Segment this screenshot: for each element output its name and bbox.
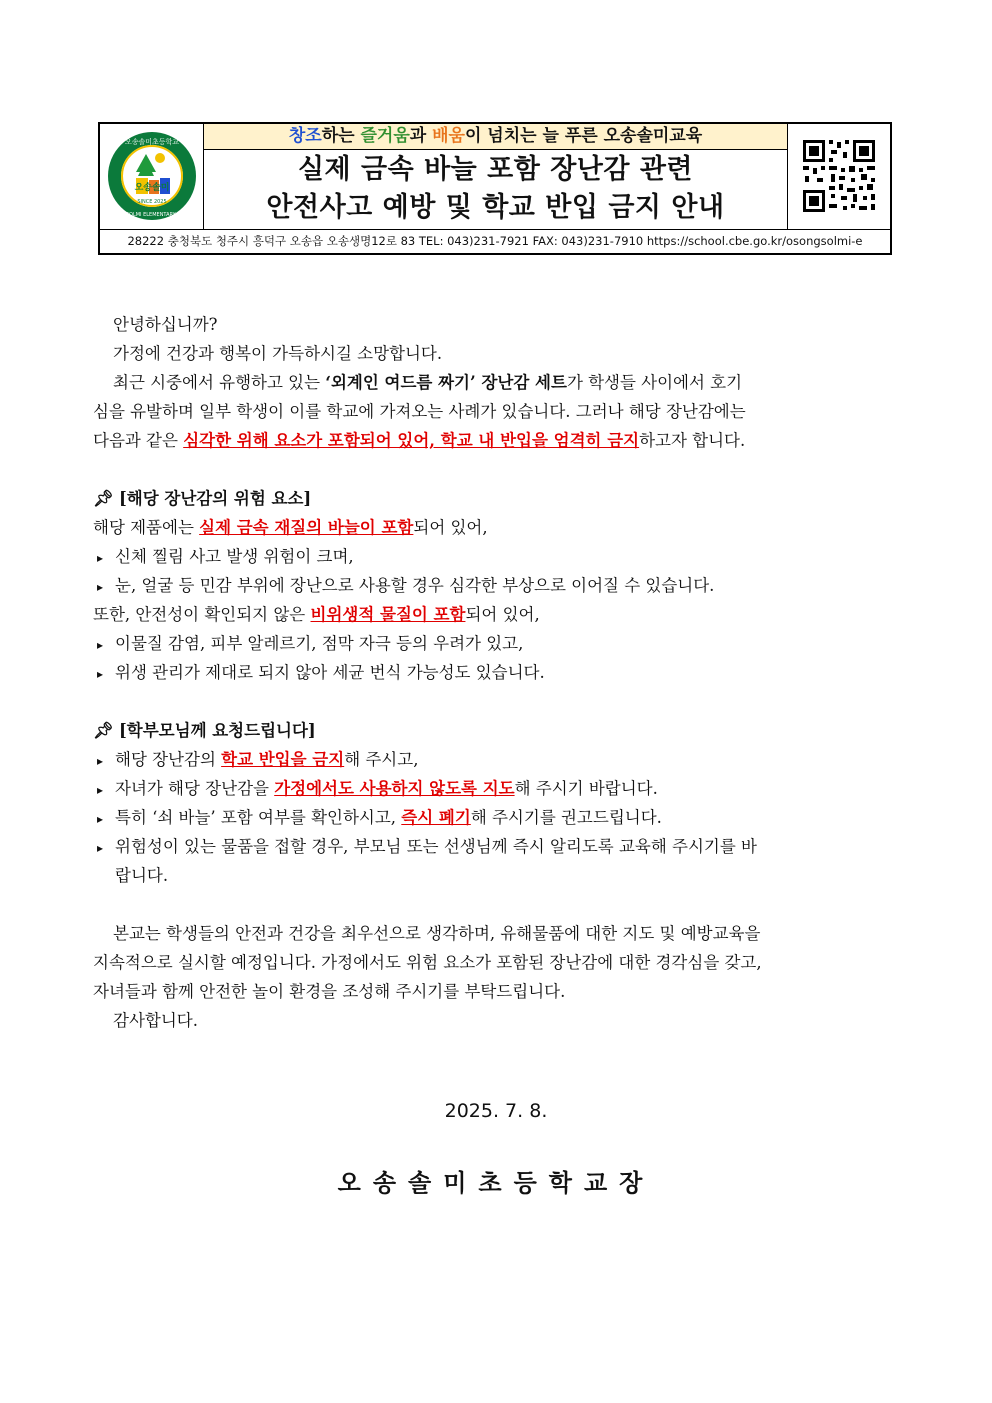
- bullet-text: 신체 찔림 사고 발생 위험이 크며,: [115, 547, 354, 566]
- bullet-icon: ▸: [97, 667, 104, 681]
- s2-b2-a: 자녀가 해당 장난감을: [115, 779, 275, 798]
- qr-cell: [788, 124, 890, 229]
- bullet-text: 위생 관리가 제대로 되지 않아 세균 번식 가능성도 있습니다.: [115, 663, 545, 682]
- letterhead: [98, 122, 892, 255]
- s2-b4-line2: 랍니다.: [115, 866, 169, 885]
- closing-line-1: 본교는 학생들의 안전과 건강을 최우선으로 생각하며, 유해물품에 대한 지도 및 예방교육을: [113, 924, 761, 943]
- bullet-icon: ▸: [97, 580, 104, 594]
- slogan-text-3: 이 넘치는 늘 푸른 오송솔미교육: [464, 126, 703, 146]
- s2-b1-a: 해당 장난감의: [115, 750, 222, 769]
- s2-b1-c: 해 주시고,: [344, 750, 419, 769]
- bullet-icon: ▸: [97, 812, 104, 826]
- s2-b2-c: 해 주시기 바랍니다.: [514, 779, 658, 798]
- list-item: [93, 658, 903, 687]
- letter-body: [93, 310, 903, 1035]
- s2-b2-warning: 가정에서도 사용하지 않도록 지도: [274, 779, 515, 798]
- s2-b3-c: 해 주시기를 권고드립니다.: [470, 808, 662, 827]
- intro-warning: 심각한 위해 요소가 포함되어 있어, 학교 내 반입을 엄격히 금지: [183, 431, 640, 450]
- bullet-icon: ▸: [97, 783, 104, 797]
- closing-line-2: 지속적으로 실시할 예정입니다. 가정에서도 위험 요소가 포함된 장난감에 대한 경각심을 갖고,: [93, 953, 762, 972]
- intro-text-c: 가 학생들 사이에서 호기: [566, 373, 743, 392]
- list-item: [93, 832, 903, 861]
- s1-p2-c: 되어 있어,: [465, 605, 540, 624]
- intro-text-a: 최근 시중에서 유행하고 있는: [113, 373, 326, 392]
- bullet-icon: ▸: [97, 841, 104, 855]
- section1-p2: [93, 600, 903, 629]
- letter-date: 2025. 7. 8.: [444, 1100, 548, 1122]
- school-logo: [100, 124, 204, 229]
- logo-ring-text-en: OSONG SOLMI ELEMENTARY SCHOOL: [105, 212, 199, 218]
- school-slogan: [204, 124, 787, 150]
- pushpin-icon: 📌︎: [93, 489, 114, 508]
- logo-since: SINCE 2025: [137, 199, 167, 205]
- intro-text-l3a: 다음과 같은: [93, 431, 184, 450]
- list-item: [93, 745, 903, 774]
- section1-heading: [93, 484, 903, 513]
- pushpin-icon: 📌︎: [93, 721, 114, 740]
- bullet-text: 눈, 얼굴 등 민감 부위에 장난으로 사용할 경우 심각한 부상으로 이어질 수 있습니다.: [115, 576, 715, 595]
- s2-b4-line1: 위험성이 있는 물품을 접할 경우, 부모님 또는 선생님께 즉시 알리도록 교육해 주시기를 바: [115, 837, 757, 856]
- list-item: [93, 774, 903, 803]
- s1-p1-a: 해당 제품에는: [93, 518, 200, 537]
- intro-line-2: 심을 유발하며 일부 학생이 이를 학교에 가져오는 사례가 있습니다. 그러나 해당 장난감에는: [93, 402, 746, 421]
- school-address: 28222 충청북도 청주시 흥덕구 오송읍 오송생명12로 83 TEL: 043)231-7921 FAX: 043)231-7910 https://school.cbe.go.kr/osongsolmi-e: [100, 229, 890, 253]
- logo-cell: [100, 124, 204, 229]
- document-title-line2: 안전사고 예방 및 학교 반입 금지 안내: [266, 192, 725, 223]
- closing-line-3: 자녀들과 함께 안전한 놀이 환경을 조성해 주시기를 부탁드립니다.: [93, 982, 566, 1001]
- closing-thanks: 감사합니다.: [113, 1011, 198, 1030]
- intro-line-3: [93, 426, 903, 455]
- s2-b1-warning: 학교 반입을 금지: [221, 750, 345, 769]
- wish: 가정에 건강과 행복이 가득하시길 소망합니다.: [113, 344, 443, 363]
- qr-code-icon: [788, 124, 890, 229]
- s1-p1-warning: 실제 금속 재질의 바늘이 포함: [199, 518, 414, 537]
- slogan-text-2: 과: [409, 126, 433, 146]
- list-item: [93, 542, 903, 571]
- list-item: [93, 803, 903, 832]
- section1-title: [해당 장난감의 위험 요소]: [119, 489, 312, 508]
- slogan-word-3: 배움: [432, 126, 465, 146]
- s2-b3-warning: 즉시 폐기: [401, 808, 471, 827]
- list-item: [93, 629, 903, 658]
- document-title-line1: 실제 금속 바늘 포함 장난감 관련: [297, 154, 694, 185]
- bullet-icon: ▸: [97, 638, 104, 652]
- bullet-icon: ▸: [97, 551, 104, 565]
- greeting: 안녕하십니까?: [113, 315, 218, 334]
- slogan-word-1: 창조: [288, 126, 322, 146]
- logo-ring-text: 오송솔미초등학교: [124, 138, 180, 146]
- s2-b3-a: 특히 ‘쇠 바늘’ 포함 여부를 확인하시고,: [115, 808, 402, 827]
- s1-p2-a: 또한, 안전성이 확인되지 않은: [93, 605, 311, 624]
- intro-text-l3c: 하고자 합니다.: [639, 431, 746, 450]
- s1-p2-warning: 비위생적 물질이 포함: [310, 605, 466, 624]
- s1-p1-c: 되어 있어,: [413, 518, 488, 537]
- section2-title: [학부모님께 요청드립니다]: [119, 721, 316, 740]
- slogan-text-1: 하는: [321, 126, 361, 146]
- intro-line-1: [93, 368, 903, 397]
- principal-signature: 오송솔미초등학교장: [337, 1168, 655, 1197]
- bullet-icon: ▸: [97, 754, 104, 768]
- section1-p1: [93, 513, 903, 542]
- toy-name: ‘외계인 여드름 짜기’ 장난감 세트: [325, 373, 567, 392]
- title-cell: [204, 124, 788, 229]
- section2-heading: [93, 716, 903, 745]
- bullet-text: 이물질 감염, 피부 알레르기, 점막 자극 등의 우려가 있고,: [115, 634, 524, 653]
- list-item: [93, 571, 903, 600]
- slogan-word-2: 즐거움: [360, 126, 410, 146]
- logo-name: 오송솔미: [134, 183, 170, 193]
